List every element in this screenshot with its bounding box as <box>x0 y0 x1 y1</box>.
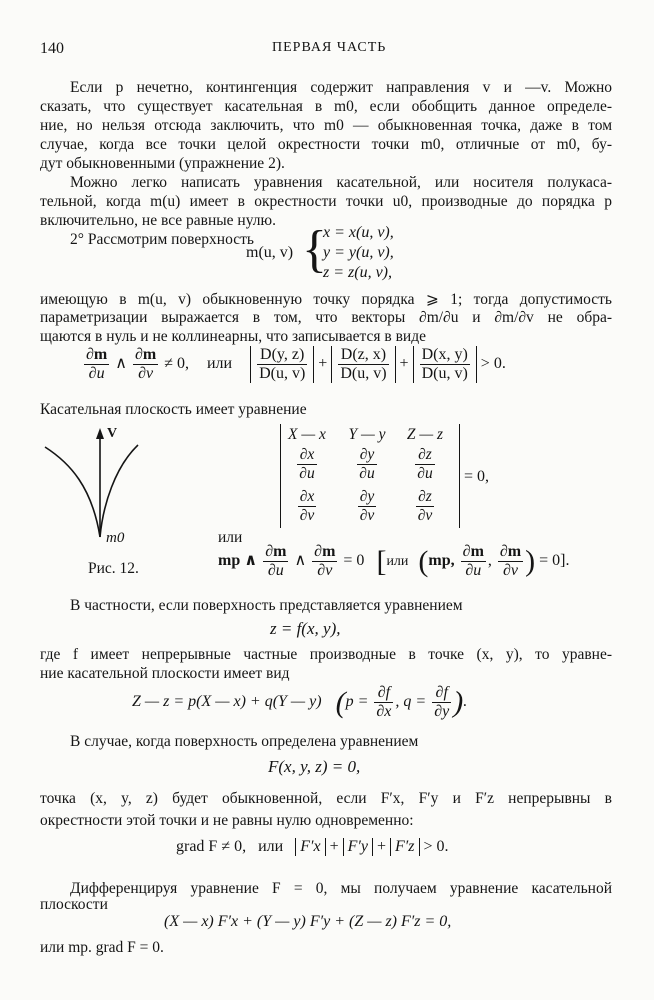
equation-grad: grad F ≠ 0, или F′x + F′y + F′z > 0. <box>176 838 449 856</box>
equation-F: F(x, y, z) = 0, <box>268 757 361 776</box>
surface-lhs: m(u, v) <box>246 244 294 261</box>
jacobian: $\frac{D(y, z)}{D(u, v)}$ <box>259 346 306 382</box>
equation-tangent-plane-implicit: (X — x) F′x + (Y — y) F′y + (Z — z) F′z = 0, <box>164 913 452 930</box>
paragraph-5: В частности, если поверхность представляется уравнением <box>70 597 463 614</box>
figure-caption: Рис. 12. <box>88 560 139 577</box>
text-line: тельной, когда m(u) имеет в окрестности точки u0, производные до порядка p <box>40 193 612 210</box>
text-line: Если p нечетно, контингенция содержит направления v и —v. Можно <box>70 79 612 96</box>
paragraph-7: В случае, когда поверхность определена уравнением <box>70 733 419 750</box>
paragraph-3-intro: 2° Рассмотрим поверхность <box>70 231 254 248</box>
text-line: Дифференцируя уравнение F = 0, мы получаем уравнение касательной <box>70 880 612 897</box>
left-brace: { <box>302 221 327 278</box>
det-cell: Y — y <box>348 426 386 443</box>
determinant: X — x Y — y Z — z $\frac{\partial x}{\partial u}$ $\frac{\partial y}{\partial u}$ $\frac{\partial z}{\partial u}$ $\frac{\partial x}{\partial v}$ $\frac{\partial y}{\partial v}$ $\frac{\partial z}{\partial v}$ <box>280 424 460 528</box>
text-line: Можно легко написать уравнения касательной, или носителя полукаса- <box>70 174 612 191</box>
text-line: сказать, что существует касательная в m0, если обобщить данное определе- <box>40 98 612 115</box>
text-line: окрестности этой точки и не равны нулю одновременно: <box>40 812 414 829</box>
cusp-right-curve <box>100 445 138 537</box>
tangent-plane-label: Касательная плоскость имеет уравнение <box>40 401 307 418</box>
jacobian: $\frac{D(z, x)}{D(u, v)}$ <box>340 346 387 382</box>
fraction: $\frac{\partial m}{\partial u}$ <box>86 346 108 382</box>
text-line: щаются в нуль и не коллинеарны, что записывается в виде <box>40 328 426 345</box>
text-line: плоскости <box>40 896 108 913</box>
axis-label: V <box>107 426 118 441</box>
point-label: m0 <box>106 530 125 546</box>
text-line: дут обыкновенными (упражнение 2). <box>40 155 285 172</box>
text-line: ние, но нельзя отсюда заключить, что m0 — обыкновенная точка, даже в том <box>40 117 612 134</box>
det-cell: Z — z <box>406 426 444 443</box>
figure-cusp <box>40 425 145 550</box>
surface-row: z = z(u, v), <box>323 264 393 281</box>
or-word: или <box>218 529 243 546</box>
last-line: или mp. grad F = 0. <box>40 939 164 956</box>
det-equals-zero: = 0, <box>464 468 490 485</box>
text-line: случае, когда все точки целой окрестности точки m0, отличные от m0, бу- <box>40 136 612 153</box>
fraction: $\frac{\partial m}{\partial v}$ <box>134 346 157 382</box>
running-title: ПЕРВАЯ ЧАСТЬ <box>272 40 387 55</box>
jacobian: $\frac{D(x, y)}{D(u, v)}$ <box>421 346 468 382</box>
equation-z-f: z = f(x, y), <box>270 619 341 638</box>
regularity-condition: $\frac{\partial m}{\partial u}$ ∧ $\frac{\partial m}{\partial v}$ ≠ 0, или $\frac{D(y, z)}{D(u, v)}$ + $\frac{D(z, x)}{D(u, v)}$ + $\frac{D(x, y)}{D(u, v)}$ > 0. <box>86 346 506 382</box>
text-line: включительно, не все равные нулю. <box>40 212 276 229</box>
text-line: имеющую в m(u, v) обыкновенную точку порядка ⩾ 1; тогда допустимость <box>40 291 612 308</box>
text-line: где f имеет непрерывные частные производные в точке (x, y), то уравне- <box>40 646 612 663</box>
text-line: точка (x, y, z) будет обыкновенной, если F′x, F′y и F′z непрерывны в <box>40 790 612 807</box>
equation-tangent-plane-explicit: Z — z = p(X — x) + q(Y — y) (p = $\frac{\partial f}{\partial x}$ , q = $\frac{\partial f}{\partial y}$ ). <box>132 684 468 720</box>
surface-row: x = x(u, v), <box>323 224 394 241</box>
mp-wedge-equation: mp ∧ $\frac{\partial m}{\partial u}$ ∧ $\frac{\partial m}{\partial v}$ = 0 [или (mp, $\frac{\partial m}{\partial u}$ , $\frac{\partial m}{\partial v}$ ) = 0]. <box>218 543 570 579</box>
surface-row: y = y(u, v), <box>323 244 394 261</box>
arrow-head <box>96 428 104 439</box>
det-cell: X — x <box>288 426 326 443</box>
page-number: 140 <box>40 40 64 57</box>
text-line: ние касательной плоскости имеет вид <box>40 665 290 682</box>
cusp-left-curve <box>45 447 100 537</box>
text-line: параметризации выражается в том, что векторы ∂m/∂u и ∂m/∂v не обра- <box>40 309 612 326</box>
